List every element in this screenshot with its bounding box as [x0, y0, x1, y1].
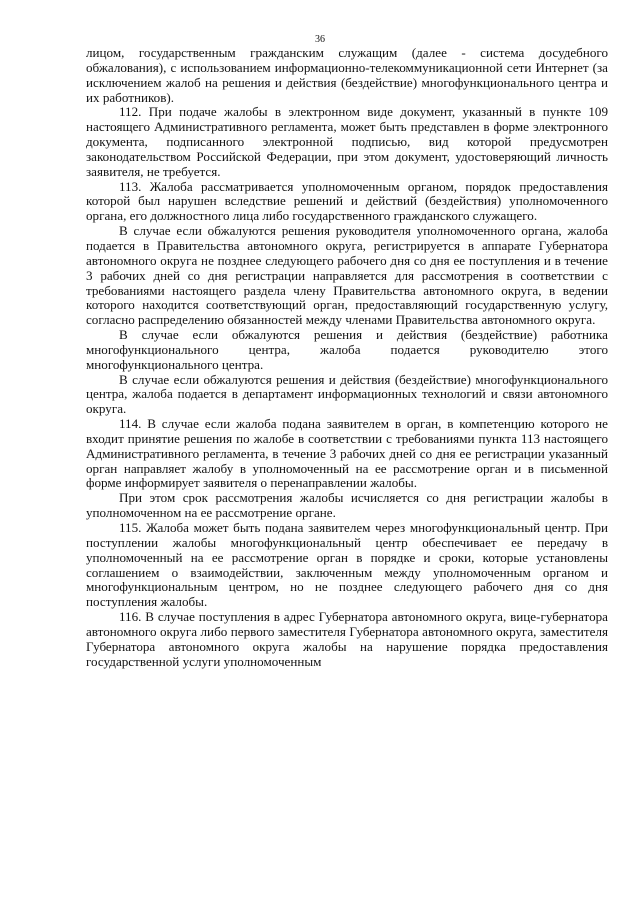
paragraph-114: 114. В случае если жалоба подана заявителем в орган, в компетенцию которого не входит принятие решения по жалобе в соответствии с требованиями пункта 113 настоящего Административного регламента, в течение 3 рабочих дней со дня ее регистрации указанный орган направляет жалобу в уполномоченный на ее рассмотрение орган и в письменной форме информирует заявителя о перенаправлении жалобы. [86, 416, 608, 491]
document-body [86, 46, 608, 669]
paragraph-113-mfc: В случае если обжалуются решения и действия (бездействие) многофункционального центра, жалоба подается в департамент информационных технологий и связи автономного округа. [86, 371, 608, 417]
paragraph-113-head-complaint: В случае если обжалуются решения руководителя уполномоченного органа, жалоба подается в Правительства автономного округа, регистрируется в аппарате Губернатора автономного округа не позднее следующего рабочего дня со дня ее поступления и в течение 3 рабочих дней со дня регистрации направляется для рассмотрения в соответствии с требованиями настоящего раздела члену Правительства автономного округа, в ведении которого находится соответствующий орган, предоставляющий государственную услугу, согласно распределению обязанностей между членами Правительства автономного округа. [86, 223, 608, 328]
paragraph-112: 112. При подаче жалобы в электронном виде документ, указанный в пункте 109 настоящего Административного регламента, может быть представлен в форме электронного документа, подписанного электронной подписью, вид которой предусмотрен законодательством Российской Федерации, при этом документ, удостоверяющий личность заявителя, не требуется. [86, 104, 608, 179]
paragraph-continuation: лицом, государственным гражданским служащим (далее - система досудебного обжалования), с использованием информационно-телекоммуникационной сети Интернет (за исключением жалоб на решения и действия (бездействие) многофункционального центра и их работников). [86, 45, 608, 105]
paragraph-113: 113. Жалоба рассматривается уполномоченным органом, порядок предоставления которой был нарушен вследствие решений и действий (бездействия) уполномоченного органа, его должностного лица либо государственного гражданского служащего. [86, 178, 608, 224]
paragraph-115: 115. Жалоба может быть подана заявителем через многофункциональный центр. При поступлении жалобы многофункциональный центр обеспечивает ее передачу в уполномоченный на ее рассмотрение орган в порядке и сроки, которые установлены соглашением о взаимодействии, заключенным между уполномоченным органом и многофункциональным центром, но не позднее следующего рабочего дня со дня поступления жалобы. [86, 520, 608, 610]
paragraph-116: 116. В случае поступления в адрес Губернатора автономного округа, вице-губернатора автономного округа либо первого заместителя Губернатора автономного округа, заместителя Губернатора автономного округа жалобы на нарушение порядка предоставления государственной услуги уполномоченным [86, 609, 608, 669]
paragraph-113-mfc-employee: В случае если обжалуются решения и действия (бездействие) работника многофункционального центра, жалоба подается руководителю этого многофункционального центра. [86, 327, 608, 372]
paragraph-114-term: При этом срок рассмотрения жалобы исчисляется со дня регистрации жалобы в уполномоченном на ее рассмотрение органе. [86, 490, 608, 521]
page-number: 36 [315, 34, 325, 45]
